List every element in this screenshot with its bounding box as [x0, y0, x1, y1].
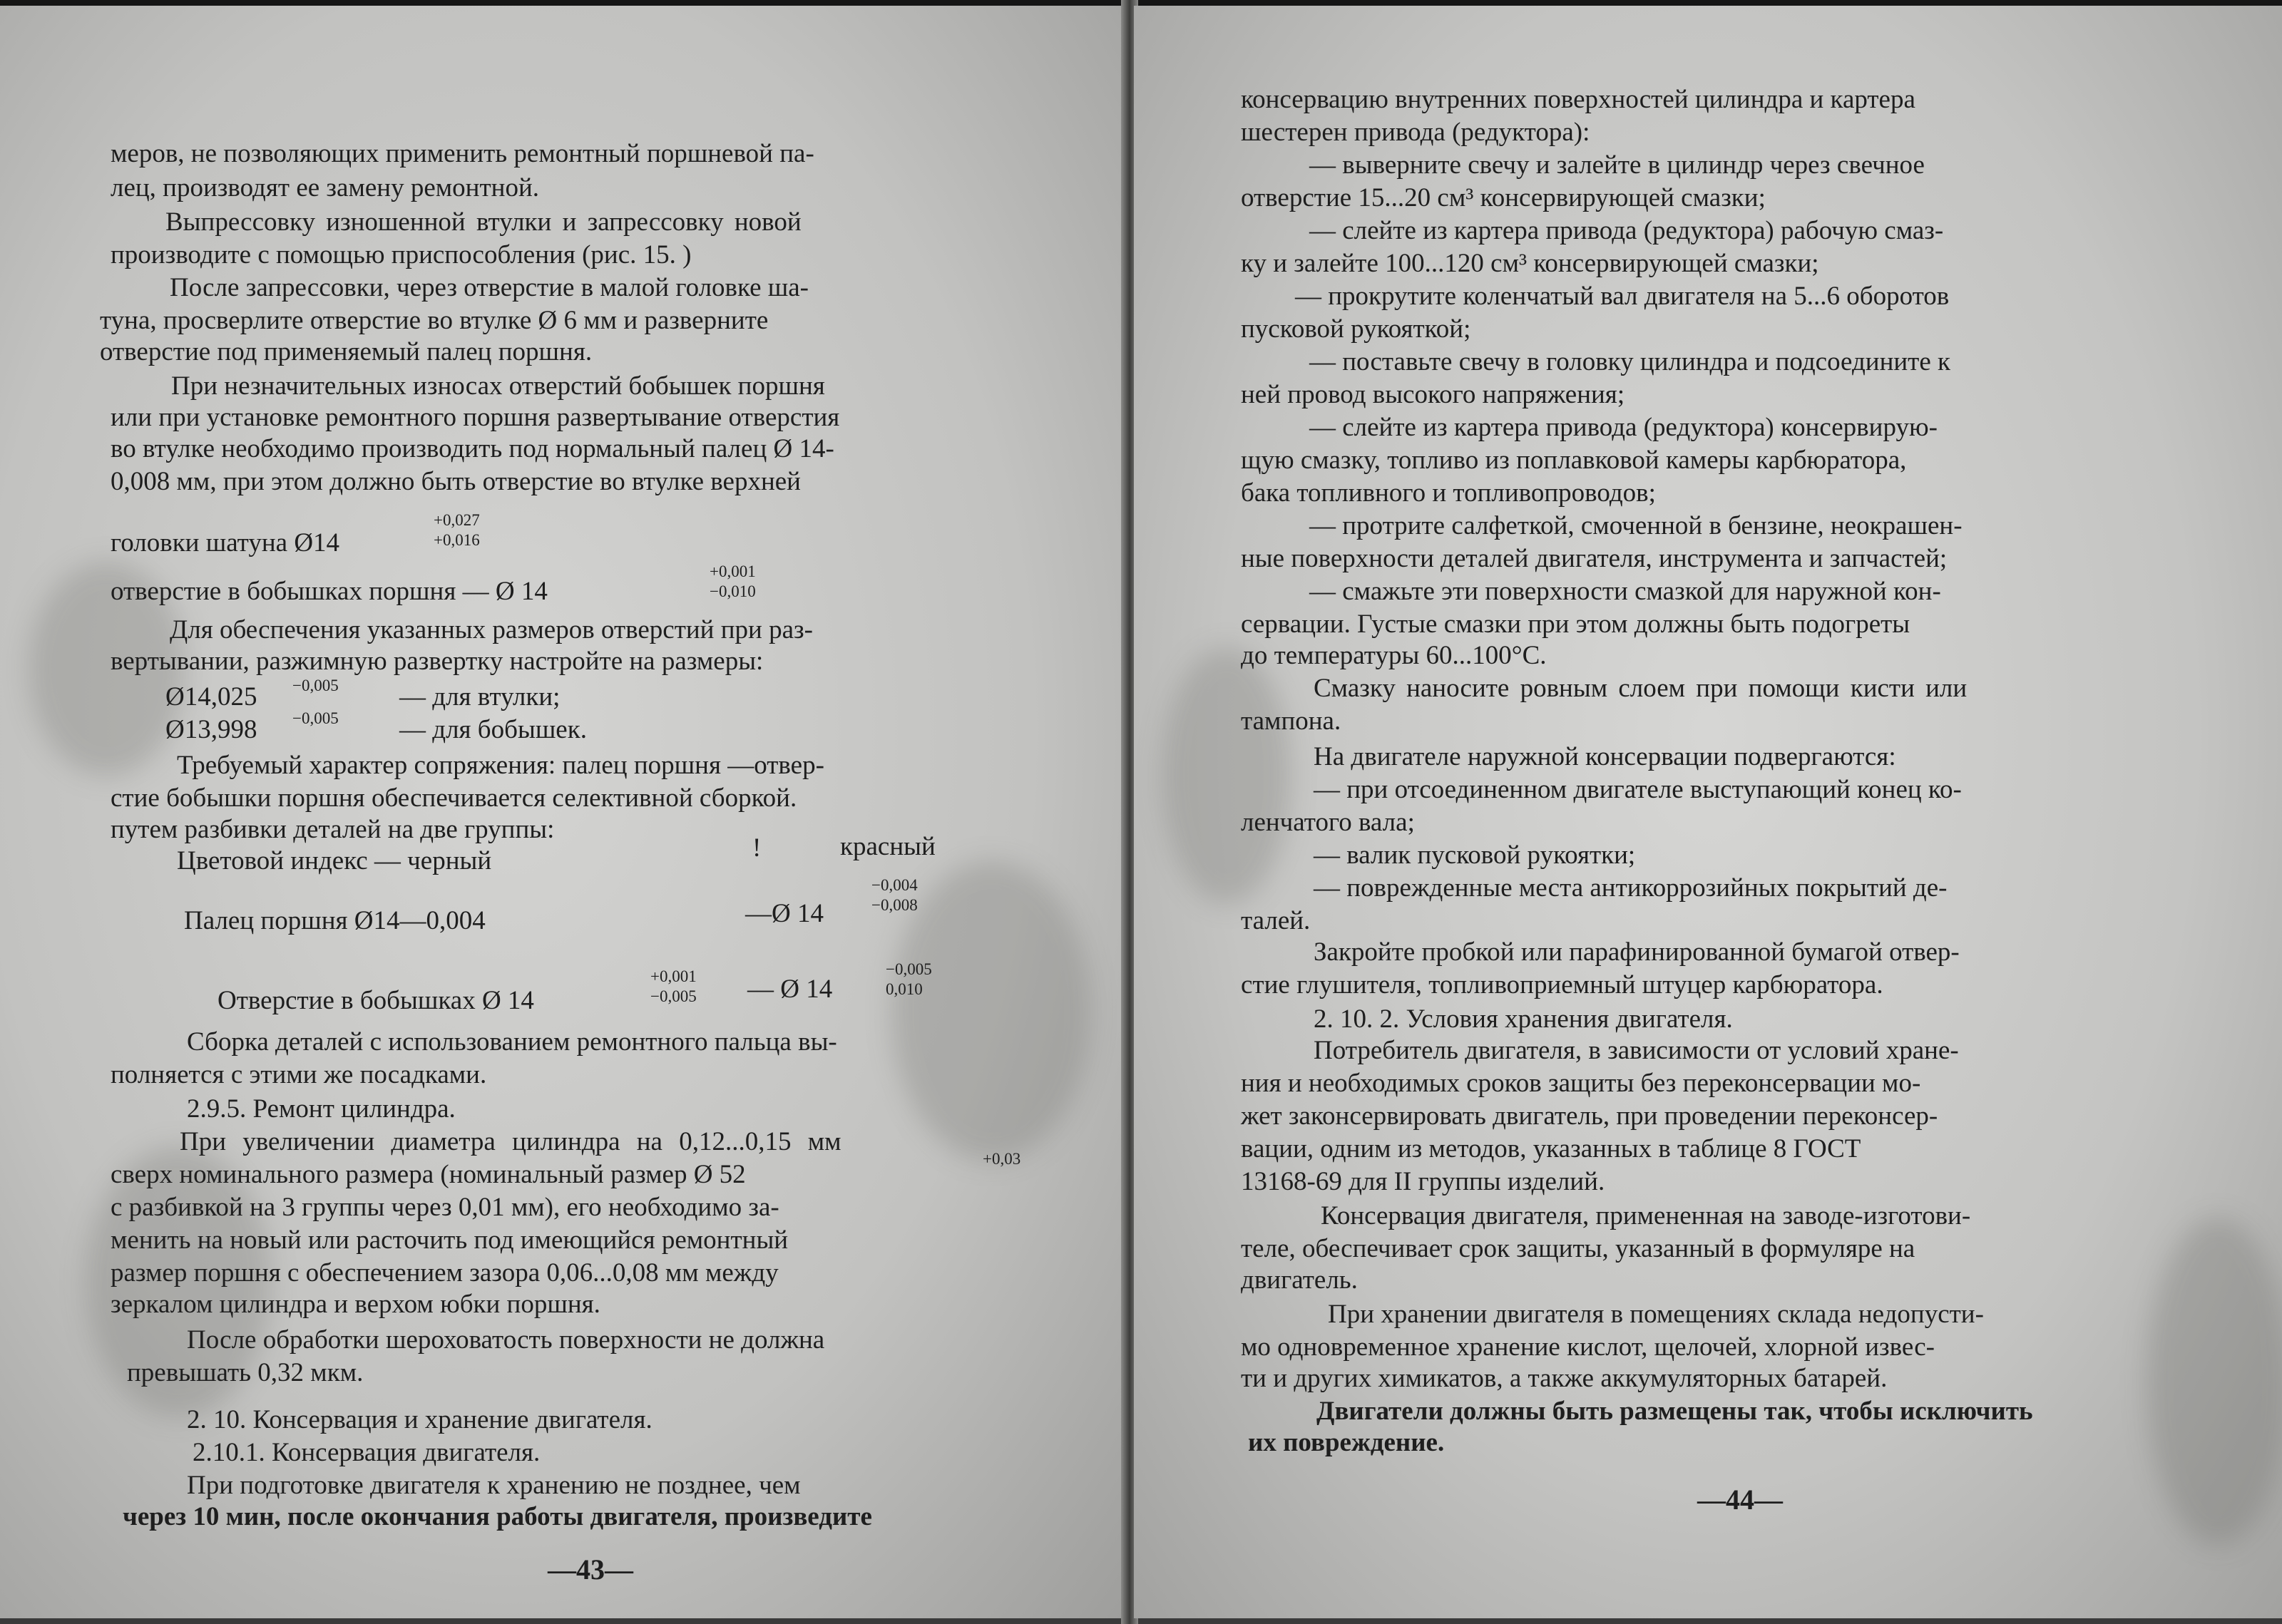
tolerance: +0,027 +0,016: [434, 511, 480, 549]
text-line: Отверстие в бобышках Ø 14: [218, 986, 534, 1015]
text-line: Двигатели должны быть размещены так, чтобы исключить: [1316, 1397, 2033, 1426]
text-line: — смажьте эти поверхности смазкой для наружной кон-: [1309, 577, 1941, 606]
text-line: сервации. Густые смазки при этом должны быть подогреты: [1241, 610, 1910, 639]
text-line: путем разбивки деталей на две группы:: [111, 815, 555, 844]
text-line: Выпрессовку изношенной втулки и запрессовку новой: [165, 207, 802, 237]
text-line: Ø13,998: [165, 715, 257, 744]
text-line: двигатель.: [1241, 1265, 1358, 1295]
text-line: 13168-69 для II группы изделий.: [1241, 1167, 1605, 1196]
text-line: до температуры 60...100°С.: [1241, 641, 1547, 670]
text-line: головки шатуна Ø14: [111, 528, 340, 557]
text-line: или при установке ремонтного поршня развертывание отверстия: [111, 403, 840, 432]
text-line: отверстие 15...20 см³ консервирующей смазки;: [1241, 183, 1766, 212]
text-line: стие глушителя, топливоприемный штуцер карбюратора.: [1241, 970, 1883, 999]
tolerance: −0,004 −0,008: [871, 876, 918, 914]
text-line: зеркалом цилиндра и верхом юбки поршня.: [111, 1290, 600, 1319]
text-line: При увеличении диаметра цилиндра на 0,12...0,15 мм: [180, 1127, 841, 1156]
text-line: консервацию внутренних поверхностей цилиндра и картера: [1241, 85, 1915, 114]
tolerance: −0,005: [292, 677, 339, 694]
text-line: При незначительных износах отверстий бобышек поршня: [171, 371, 825, 401]
stain: [2147, 1218, 2282, 1546]
text-line: теле, обеспечивает срок защиты, указанный в формуляре на: [1241, 1234, 1915, 1263]
text-line: — поставьте свечу в головку цилиндра и подсоедините к: [1309, 347, 1951, 376]
text-line: 0,008 мм, при этом должно быть отверстие во втулке верхней: [111, 467, 801, 496]
text-line: — для втулки;: [399, 682, 561, 711]
text-line: — Ø 14: [747, 975, 833, 1004]
section-heading: 2. 10. Консервация и хранение двигателя.: [187, 1405, 653, 1434]
text-line: сверх номинального размера (номинальный размер Ø 52: [111, 1160, 746, 1189]
text-line: — выверните свечу и залейте в цилиндр через свечное: [1309, 150, 1925, 180]
text-line: щую смазку, топливо из поплавковой камеры карбюратора,: [1241, 446, 1907, 475]
text-line: Требуемый характер сопряжения: палец поршня —отвер-: [177, 751, 824, 780]
text-line: превышать 0,32 мкм.: [127, 1358, 364, 1387]
text-line: — валик пусковой рукоятки;: [1314, 841, 1636, 870]
text-line: ленчатого вала;: [1241, 808, 1415, 837]
text-line: После запрессовки, через отверстие в малой головке ша-: [170, 273, 809, 302]
text-line: красный: [840, 832, 936, 861]
text-line: — протрите салфеткой, смоченной в бензине, неокрашен-: [1309, 511, 1963, 540]
tolerance: +0,001 −0,005: [650, 967, 697, 1005]
text-line: —Ø 14: [745, 899, 824, 928]
exclamation-mark: !: [752, 833, 762, 863]
text-line: ней провод высокого напряжения;: [1241, 380, 1625, 409]
page-number: —43—: [548, 1553, 633, 1586]
text-line: ти и других химикатов, а также аккумуляторных батарей.: [1241, 1364, 1888, 1393]
text-line: лец, производят ее замену ремонтной.: [111, 173, 539, 202]
text-line: При хранении двигателя в помещениях склада недопусти-: [1328, 1300, 1984, 1329]
text-line: жет законсервировать двигатель, при проведении переконсер-: [1241, 1101, 1938, 1131]
text-line: туна, просверлите отверстие во втулке Ø 6 мм и разверните: [100, 306, 769, 335]
text-line: Ø14,025: [165, 682, 257, 711]
text-line: меров, не позволяющих применить ремонтный поршневой па-: [111, 139, 814, 168]
text-line: отверстие под применяемый палец поршня.: [100, 337, 593, 366]
text-line: вации, одним из методов, указанных в таблице 8 ГОСТ: [1241, 1134, 1861, 1163]
text-line: ные поверхности деталей двигателя, инструмента и запчастей;: [1241, 544, 1948, 573]
text-line: мо одновременное хранение кислот, щелочей, хлорной извес-: [1241, 1332, 1935, 1362]
text-line: Закройте пробкой или парафинированной бумагой отвер-: [1314, 937, 1960, 967]
text-line: — слейте из картера привода (редуктора) рабочую смаз-: [1309, 216, 1944, 245]
section-heading: 2.10.1. Консервация двигателя.: [193, 1438, 541, 1467]
text-line: во втулке необходимо производить под нормальный палец Ø 14-: [111, 434, 834, 463]
tolerance: −0,005 0,010: [886, 960, 932, 998]
text-line: Для обеспечения указанных размеров отверстий при раз-: [170, 615, 813, 644]
page-left: [0, 6, 1125, 1618]
text-line: ку и залейте 100...120 см³ консервирующей смазки;: [1241, 249, 1819, 278]
text-line: шестерен привода (редуктора):: [1241, 118, 1590, 147]
text-line: через 10 мин, после окончания работы двигателя, произведите: [123, 1502, 872, 1531]
tolerance: +0,03: [983, 1150, 1021, 1168]
text-line: — поврежденные места антикоррозийных покрытий де-: [1314, 873, 1948, 903]
section-heading: 2. 10. 2. Условия хранения двигателя.: [1314, 1004, 1733, 1034]
tolerance: +0,001 −0,010: [710, 562, 756, 600]
page-number: —44—: [1697, 1484, 1783, 1516]
tolerance: −0,005: [292, 709, 339, 727]
text-line: стие бобышки поршня обеспечивается селективной сборкой.: [111, 783, 797, 813]
text-line: Сборка деталей с использованием ремонтного пальца вы-: [187, 1027, 837, 1057]
text-line: — прокрутите коленчатый вал двигателя на 5...6 оборотов: [1295, 282, 1950, 311]
text-line: вертывании, разжимную развертку настройте на размеры:: [111, 647, 764, 676]
text-line: Потребитель двигателя, в зависимости от условий хране-: [1314, 1036, 1959, 1065]
text-line: После обработки шероховатость поверхности не должна: [187, 1325, 825, 1355]
text-line: менить на новый или расточить под имеющийся ремонтный: [111, 1225, 789, 1255]
text-line: Смазку наносите ровным слоем при помощи кисти или: [1314, 674, 1968, 703]
text-line: бака топливного и топливопроводов;: [1241, 478, 1656, 508]
text-line: — для бобышек.: [399, 715, 587, 744]
text-line: полняется с этими же посадками.: [111, 1060, 487, 1089]
text-line: их повреждение.: [1248, 1428, 1445, 1457]
text-line: Цветовой индекс — черный: [177, 846, 492, 875]
text-line: с разбивкой на 3 группы через 0,01 мм), его необходимо за-: [111, 1193, 779, 1222]
stain: [1162, 647, 1291, 904]
text-line: отверстие в бобышках поршня — Ø 14: [111, 577, 548, 606]
text-line: Палец поршня Ø14—0,004: [184, 906, 486, 935]
text-line: размер поршня с обеспечением зазора 0,06...0,08 мм между: [111, 1258, 779, 1288]
text-line: При подготовке двигателя к хранению не позднее, чем: [187, 1471, 801, 1500]
page-right: [1134, 6, 2282, 1618]
text-line: — при отсоединенном двигателе выступающий конец ко-: [1314, 775, 1962, 804]
text-line: производите с помощью приспособления (рис. 15. ): [111, 240, 692, 269]
text-line: пусковой рукояткой;: [1241, 314, 1471, 344]
text-line: На двигателе наружной консервации подвергаются:: [1314, 742, 1896, 771]
stain: [891, 861, 1091, 1161]
text-line: тампона.: [1241, 706, 1341, 736]
text-line: — слейте из картера привода (редуктора) консервирую-: [1309, 413, 1938, 442]
text-line: Консервация двигателя, примененная на заводе-изготови-: [1321, 1201, 1971, 1230]
text-line: талей.: [1241, 906, 1311, 935]
text-line: 2.9.5. Ремонт цилиндра.: [187, 1094, 456, 1124]
text-line: ния и необходимых сроков защиты без переконсервации мо-: [1241, 1069, 1921, 1098]
